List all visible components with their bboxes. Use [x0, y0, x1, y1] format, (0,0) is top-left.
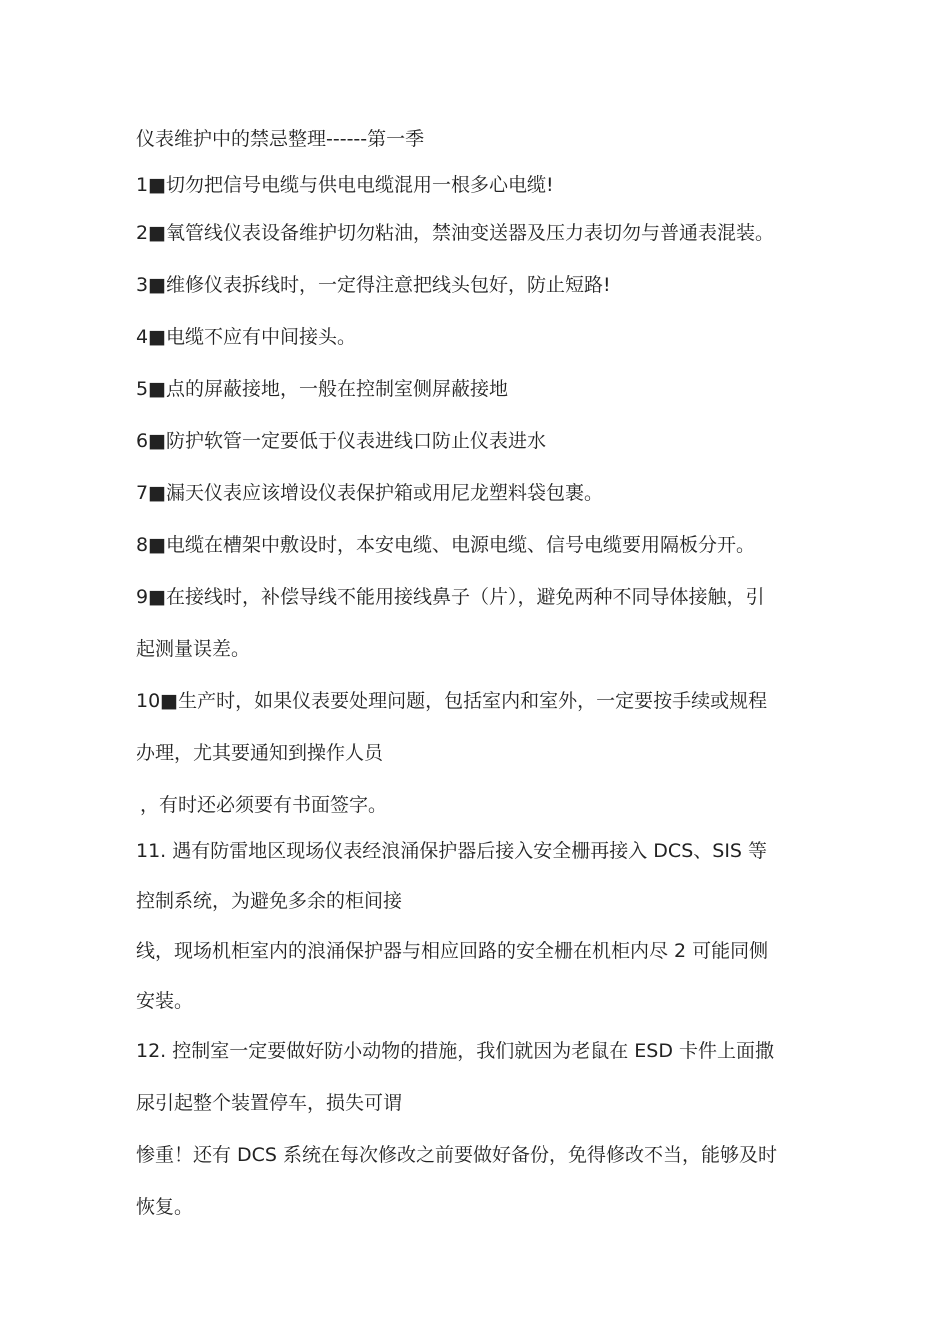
- text-line: 5■点的屏蔽接地，一般在控制室侧屏蔽接地: [136, 378, 509, 400]
- text-line: 惨重！还有 DCS 系统在每次修改之前要做好备份，免得修改不当，能够及时: [136, 1144, 778, 1166]
- text-line: 控制系统，为避免多余的柜间接: [136, 890, 403, 912]
- text-line: 8■电缆在槽架中敷设时，本安电缆、电源电缆、信号电缆要用隔板分开。: [136, 534, 756, 556]
- text-line: 12. 控制室一定要做好防小动物的措施，我们就因为老鼠在 ESD 卡件上面撒: [136, 1040, 775, 1062]
- text-line: 2■氧管线仪表设备维护切勿粘油，禁油变送器及压力表切勿与普通表混装。: [136, 222, 775, 244]
- text-line: 3■维修仪表拆线时，一定得注意把线头包好，防止短路!: [136, 274, 611, 296]
- text-line: 10■生产时，如果仪表要处理问题，包括室内和室外，一定要按手续或规程: [136, 690, 768, 712]
- text-line: 6■防护软管一定要低于仪表进线口防止仪表进水: [136, 430, 547, 452]
- text-line: 线，现场机柜室内的浪涌保护器与相应回路的安全栅在机柜内尽 2 可能同侧: [136, 940, 769, 962]
- text-line: 安装。: [136, 990, 194, 1012]
- text-line: 办理，尤其要通知到操作人员: [136, 742, 384, 764]
- text-line: ，有时还必须要有书面签字。: [140, 794, 388, 816]
- text-line: 起测量误差。: [136, 638, 251, 660]
- text-line: 4■电缆不应有中间接头。: [136, 326, 357, 348]
- text-line: 11. 遇有防雷地区现场仪表经浪涌保护器后接入安全栅再接入 DCS、SIS 等: [136, 840, 768, 862]
- text-line: 恢复。: [136, 1196, 194, 1218]
- document-title: 仪表维护中的禁忌整理------第一季: [136, 128, 425, 150]
- text-line: 9■在接线时，补偿导线不能用接线鼻子（片），避免两种不同导体接触，引: [136, 586, 765, 608]
- text-line: 7■漏天仪表应该增设仪表保护箱或用尼龙塑料袋包裹。: [136, 482, 604, 504]
- text-line: 1■切勿把信号电缆与供电电缆混用一根多心电缆!: [136, 174, 554, 196]
- text-line: 尿引起整个装置停车，损失可谓: [136, 1092, 403, 1114]
